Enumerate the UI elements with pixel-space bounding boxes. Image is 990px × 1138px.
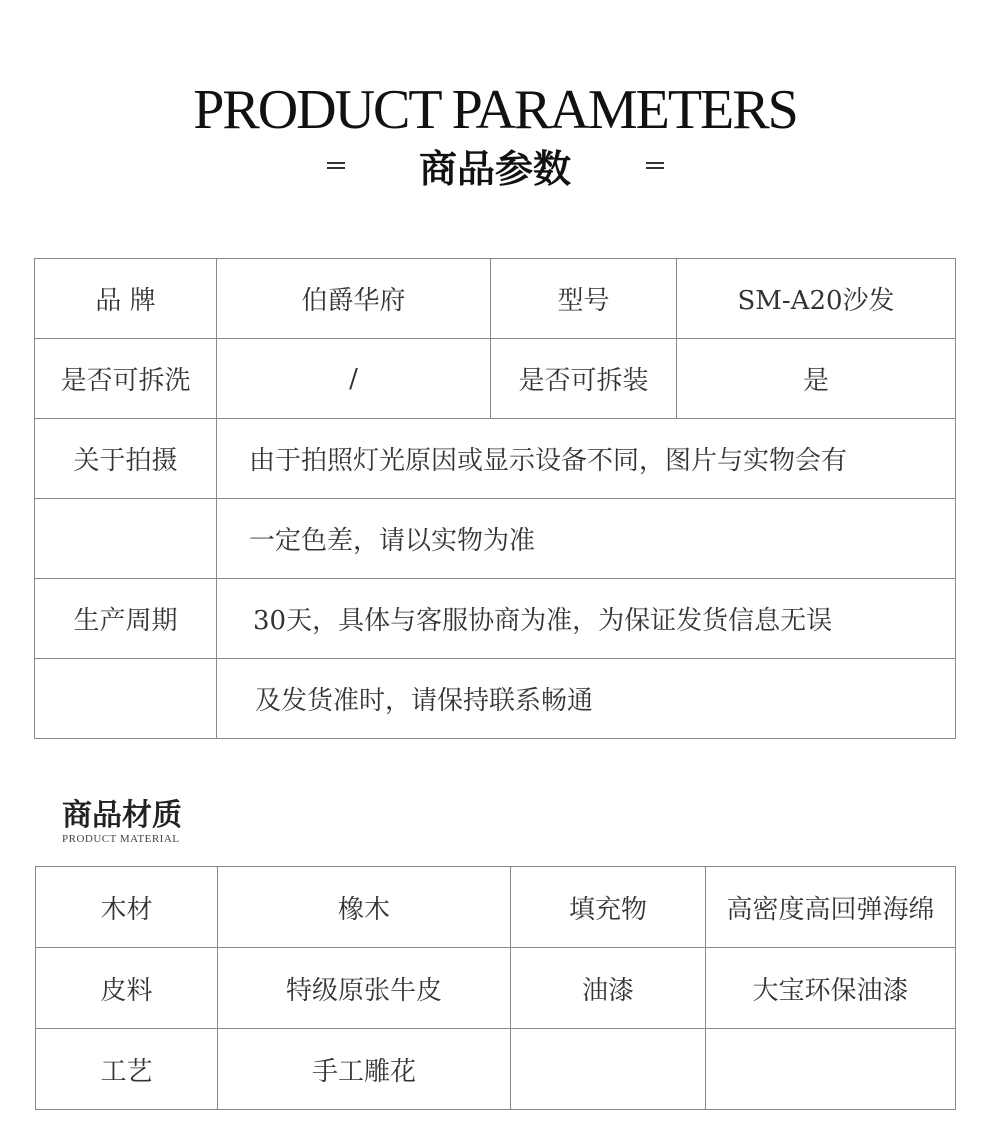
material-label-craft: 工艺 bbox=[36, 1029, 218, 1110]
param-value-washable: / bbox=[217, 339, 491, 419]
param-value-model: SM-A20沙发 bbox=[677, 259, 956, 339]
param-value-photo-line1: 由于拍照灯光原因或显示设备不同，图片与实物会有 bbox=[217, 419, 956, 499]
material-section-title: 商品材质 bbox=[62, 798, 182, 833]
table-row bbox=[35, 659, 956, 739]
material-value-filling: 高密度高回弹海绵 bbox=[706, 867, 956, 948]
double-line-icon-right bbox=[646, 160, 664, 170]
param-label-brand: 品 牌 bbox=[35, 259, 217, 339]
param-value-cycle-line1: 30天，具体与客服协商为准，为保证发货信息无误 bbox=[217, 579, 956, 659]
table-row bbox=[35, 339, 956, 419]
empty-cell bbox=[35, 499, 217, 579]
material-table bbox=[35, 866, 956, 1110]
param-label-washable: 是否可拆洗 bbox=[35, 339, 217, 419]
material-label-paint: 油漆 bbox=[511, 948, 706, 1029]
material-section-subtitle: PRODUCT MATERIAL bbox=[62, 833, 180, 845]
material-value-craft: 手工雕花 bbox=[218, 1029, 511, 1110]
param-label-detachable: 是否可拆装 bbox=[491, 339, 677, 419]
material-label-filling: 填充物 bbox=[511, 867, 706, 948]
empty-cell bbox=[706, 1029, 956, 1110]
empty-cell bbox=[35, 659, 217, 739]
material-label-wood: 木材 bbox=[36, 867, 218, 948]
material-value-wood: 橡木 bbox=[218, 867, 511, 948]
table-row bbox=[36, 867, 956, 948]
material-value-paint: 大宝环保油漆 bbox=[706, 948, 956, 1029]
param-value-detachable: 是 bbox=[677, 339, 956, 419]
table-row bbox=[35, 419, 956, 499]
param-label-model: 型号 bbox=[491, 259, 677, 339]
empty-cell bbox=[511, 1029, 706, 1110]
page-title-cn: 商品参数 bbox=[418, 147, 571, 191]
param-value-photo-line2: 一定色差，请以实物为准 bbox=[217, 499, 956, 579]
table-row bbox=[36, 948, 956, 1029]
table-row bbox=[36, 1029, 956, 1110]
param-label-cycle: 生产周期 bbox=[35, 579, 217, 659]
parameters-table bbox=[34, 258, 956, 739]
param-value-cycle-line2: 及发货准时，请保持联系畅通 bbox=[217, 659, 956, 739]
table-row bbox=[35, 579, 956, 659]
page-title-en: PRODUCT PARAMETERS bbox=[193, 79, 797, 141]
table-row bbox=[35, 499, 956, 579]
material-label-leather: 皮料 bbox=[36, 948, 218, 1029]
param-value-brand: 伯爵华府 bbox=[217, 259, 491, 339]
param-label-photo: 关于拍摄 bbox=[35, 419, 217, 499]
table-row bbox=[35, 259, 956, 339]
material-value-leather: 特级原张牛皮 bbox=[218, 948, 511, 1029]
